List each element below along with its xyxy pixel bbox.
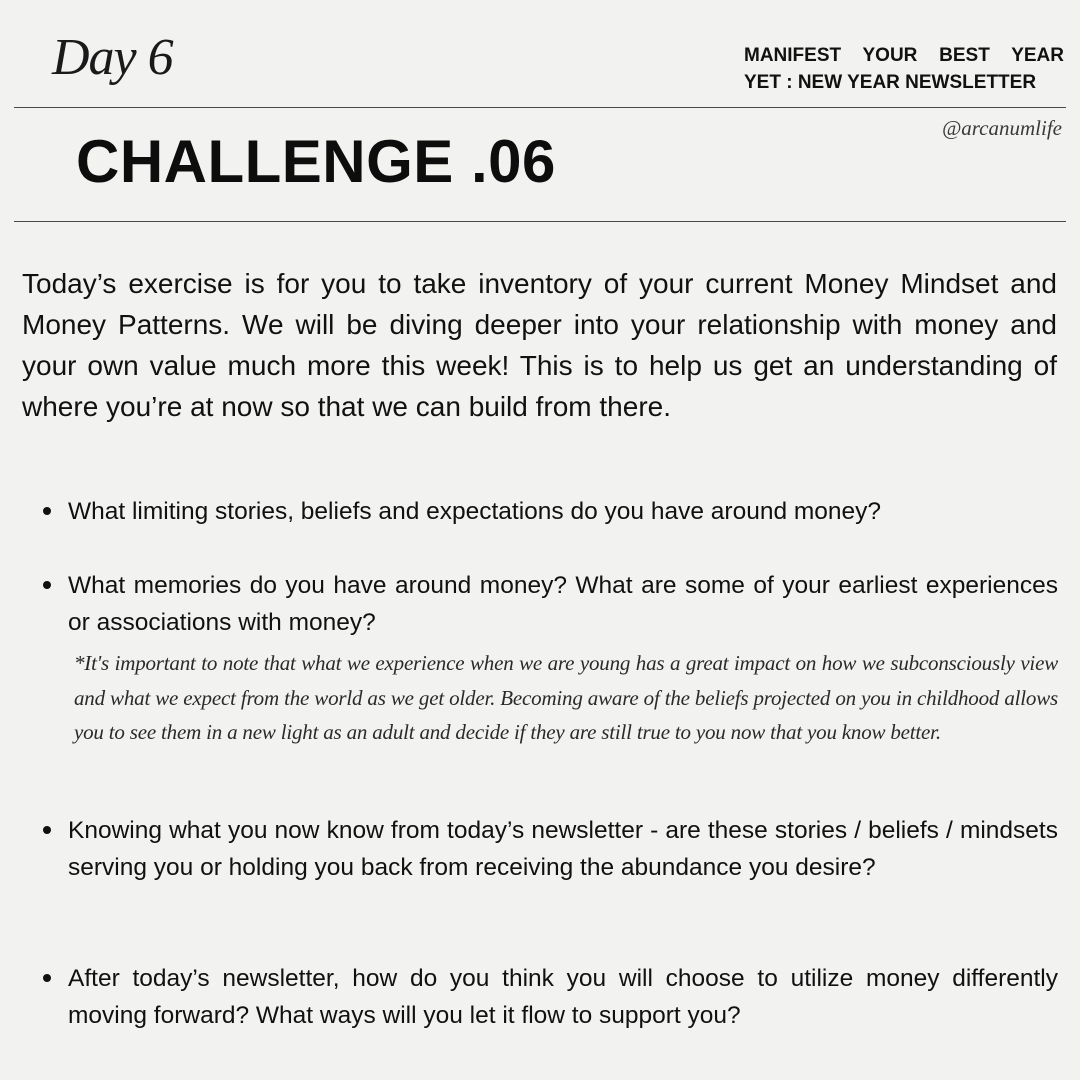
- intro-paragraph: Today’s exercise is for you to take inventory of your current Money Mindset and Money Patterns. We will be diving deeper into your relationship with money and your own value much more this week! This is to help us get an understanding of where you’re at now so that we can build from there.: [22, 268, 1057, 422]
- question-item: [68, 493, 1058, 530]
- bottom-divider: [14, 221, 1066, 222]
- question-text: Knowing what you now know from today’s newsletter - are these stories / beliefs / mindsets serving you or holding you back from receiving the abundance you desire?: [68, 817, 1058, 881]
- question-text: What limiting stories, beliefs and expectations do you have around money?: [68, 498, 882, 525]
- newsletter-title-line-2: YET : NEW YEAR NEWSLETTER: [744, 72, 1037, 93]
- bullet-dot: [43, 826, 51, 834]
- childhood-note: *It's important to note that what we experience when we are young has a great impact on how we subconsciously view and what we expect from the world as we get older. Becoming aware of the beliefs projected on you in childhood allows you to see them in a new light as an adult and decide if they are still true to you now that you know better.: [74, 651, 1058, 744]
- question-text: After today’s newsletter, how do you think you will choose to utilize money differently moving forward? What ways will you let it flow to support you?: [68, 965, 1058, 1029]
- bullet-dot: [43, 581, 51, 589]
- bullet-dot: [43, 507, 51, 515]
- question-text: What memories do you have around money? What are some of your earliest experiences or associations with money?: [68, 572, 1058, 636]
- bullet-dot: [43, 974, 51, 982]
- question-item: [68, 960, 1058, 1034]
- newsletter-title: [744, 42, 1064, 96]
- social-handle: @arcanumlife: [941, 116, 1062, 140]
- question-item: [68, 812, 1058, 886]
- top-divider: [14, 107, 1066, 108]
- day-label: Day 6: [52, 29, 173, 86]
- newsletter-title-line-1: MANIFEST YOUR BEST YEAR: [744, 45, 1064, 66]
- question-item: [68, 567, 1058, 641]
- challenge-heading: CHALLENGE .06: [76, 128, 556, 195]
